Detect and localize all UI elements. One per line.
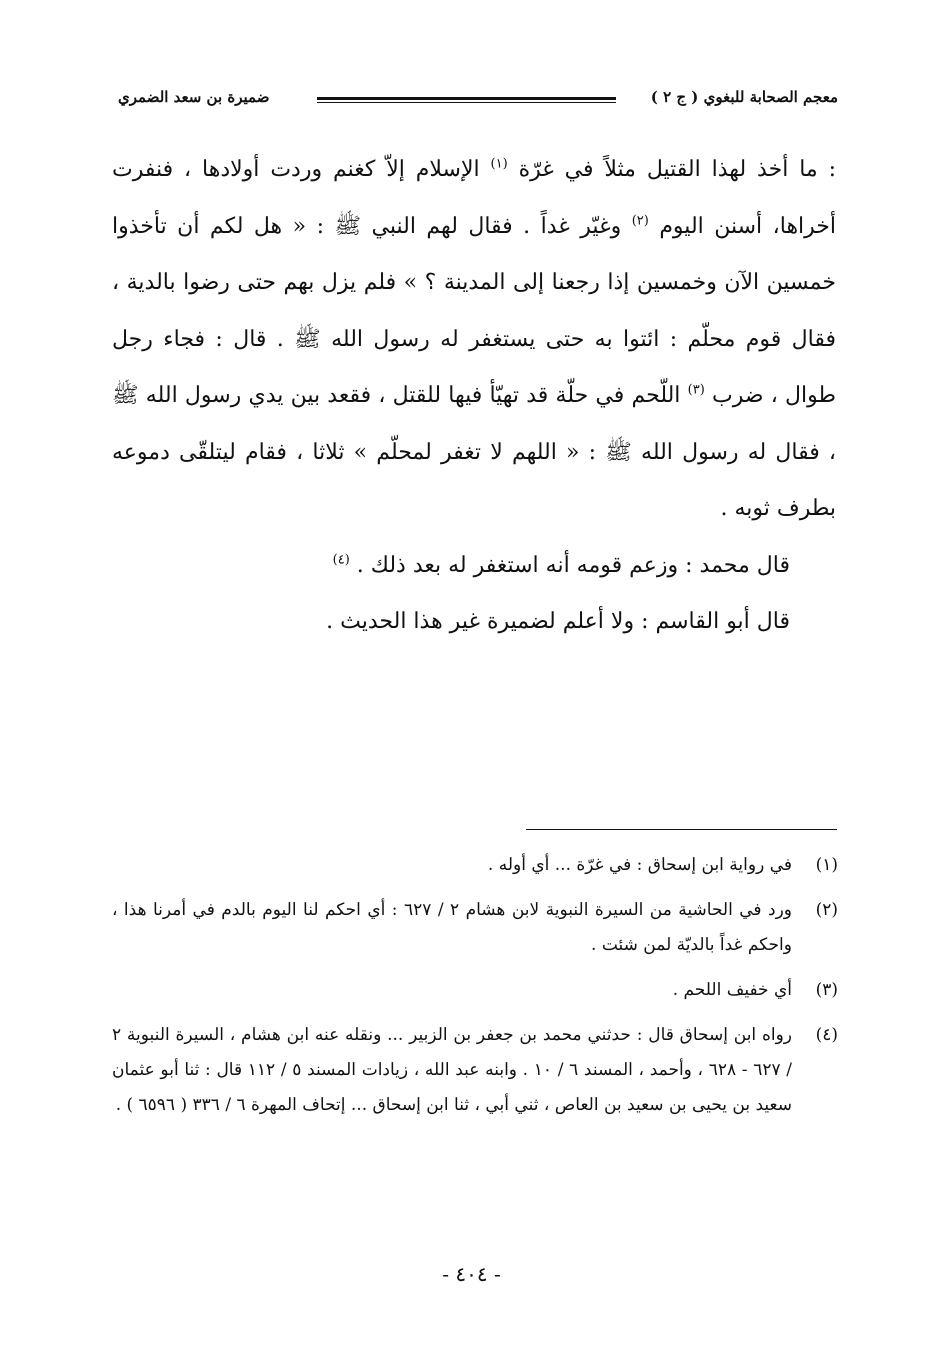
footnote-2 [112,893,838,963]
text-segment: وغيّر غداً . فقال لهم النبي ﷺ : « هل لكم أن تأخذوا خمسين الآن وخمسين إذا رجعنا إلى المدينة ؟ » فلم يزل بهم حتى رضوا بالدية ، فقال قوم محلّم : ائتوا به حتى يستغفر له رسول الله ﷺ . قال : فجاء رجل طوال ، ضرب [112,213,837,408]
text-segment: الإسلام إلاّ كغنم وردت أولادها ، فنفرت أخراها، أسنن اليوم [112,157,837,239]
footnotes [112,848,838,1133]
footnote-text: في رواية ابن إسحاق : في غرّة ... أي أوله . [487,855,792,875]
footnote-1 [112,848,838,883]
footnote-number: (١) [815,855,838,875]
header-rule-thin [317,102,616,103]
header-rule [317,97,616,100]
page-number: - ٤٠٤ - [442,1262,501,1286]
footnote-text: رواه ابن إسحاق قال : حدثني محمد بن جعفر بن الزبير ... ونقله عنه ابن هشام ، السيرة النبوية ٢ / ٦٢٧ - ٦٢٨ ، وأحمد ، المسند ٦ / ١٠ . وابنه عبد الله ، زيادات المسند ٥ / ١١٢ قال : ثنا أبو عثمان سعيد بن يحيى بن سعيد بن العاص ، ثني أبي ، ثنا ابن إسحاق ... إتحاف المهرة ٦ / ٣٣٦ ( ٦٥٩٦ ) . [112,1025,793,1115]
footnote-4 [112,1018,838,1123]
footnote-3 [112,973,838,1008]
main-text [112,142,836,651]
text-segment: قال محمد : وزعم قومه أنه استغفر له بعد ذلك . [356,552,790,578]
footnote-text: ورد في الحاشية من السيرة النبوية لابن هشام ٢ / ٦٢٧ : أي احكم لنا اليوم بالدم في أمرنا هذا ، واحكم غداً بالديّة لمن شئت . [112,900,792,955]
footnote-marker: (٣) [687,382,705,398]
footnote-number: (٢) [815,900,838,920]
paragraph-muhammad [112,538,836,595]
text-segment: قال أبو القاسم : ولا أعلم لضميرة غير هذا الحديث . [326,609,790,634]
footnote-marker: (٢) [631,213,649,229]
footnote-number: (٣) [815,980,838,1000]
footnote-marker: (٤) [332,552,350,568]
paragraph-abu-al-qasim [112,594,836,651]
footnote-number: (٤) [815,1025,838,1045]
footnote-marker: (١) [490,156,508,172]
book-title: معجم الصحابة للبغوي ( ج ٢ ) [650,88,838,106]
text-segment: : ما أخذ لهذا القتيل مثلاً في غرّة [518,157,837,182]
footnote-text: أي خفيف اللحم . [672,980,792,1000]
text-segment: اللّحم في حلّة قد تهيّأ فيها للقتل ، فقعد بين يدي رسول الله ﷺ ، فقال له رسول الله ﷺ : « اللهم لا تغفر لمحلّم » ثلاثا ، فقام ليتلقّى دموعه بطرف ثوبه . [112,383,836,521]
footnote-separator [526,829,837,830]
paragraph-narration [112,142,836,538]
entry-title: ضميرة بن سعد الضمري [118,88,270,106]
running-header [112,88,838,120]
